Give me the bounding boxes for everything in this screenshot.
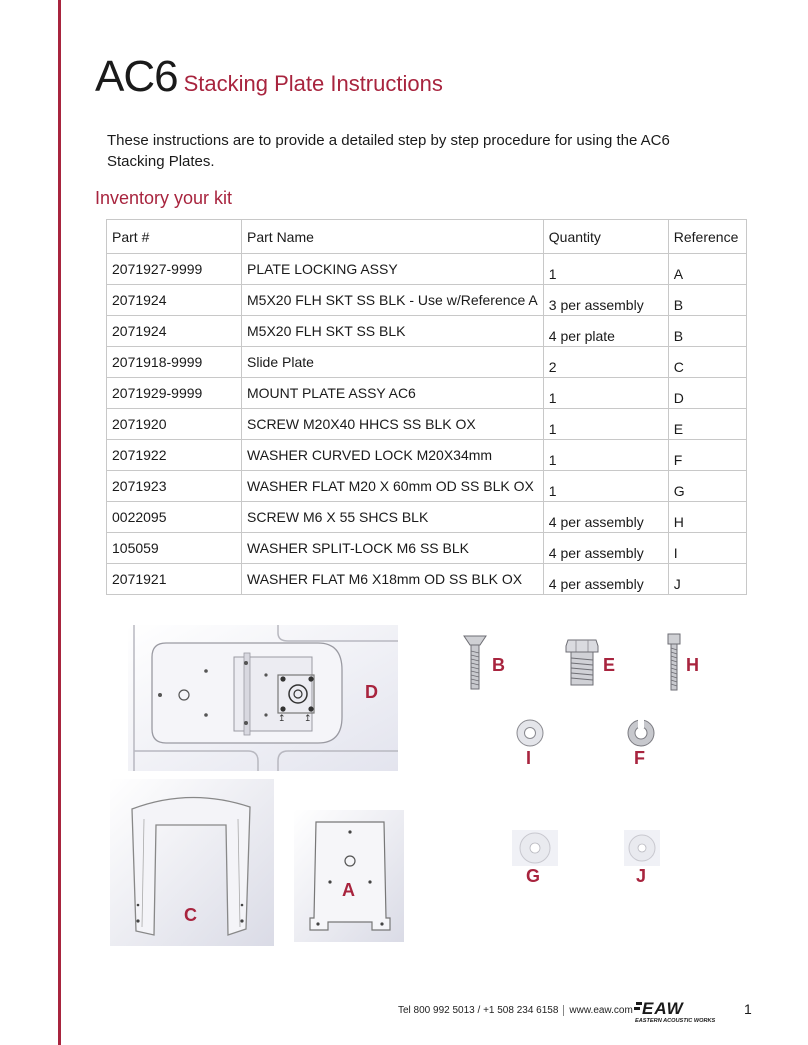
- cell-part-number: 2071922: [107, 440, 242, 471]
- cell-part-name: M5X20 FLH SKT SS BLK - Use w/Reference A: [242, 285, 544, 316]
- label-j: J: [636, 866, 647, 886]
- cell-part-name: MOUNT PLATE ASSY AC6: [242, 378, 544, 409]
- title-subtitle: Stacking Plate Instructions: [183, 71, 443, 96]
- cell-reference: I: [668, 533, 746, 564]
- locking-plate-image: [294, 810, 404, 942]
- cell-part-name: SCREW M6 X 55 SHCS BLK: [242, 502, 544, 533]
- page-title: [95, 52, 443, 102]
- cell-part-name: Slide Plate: [242, 347, 544, 378]
- cell-part-number: 2071924: [107, 285, 242, 316]
- table-row: [107, 564, 747, 595]
- page-number: 1: [744, 1001, 752, 1017]
- flat-head-screw-image: [462, 633, 492, 693]
- label-h: H: [686, 655, 699, 675]
- cell-quantity: 4 per plate: [543, 316, 668, 347]
- cell-quantity: 1: [543, 440, 668, 471]
- cell-reference: B: [668, 316, 746, 347]
- cell-reference: B: [668, 285, 746, 316]
- cell-reference: C: [668, 347, 746, 378]
- footer-contact: [398, 1005, 633, 1016]
- table-row: [107, 254, 747, 285]
- table-row: [107, 409, 747, 440]
- hex-bolt-image: [562, 636, 602, 688]
- label-i: I: [526, 748, 532, 768]
- table-row: [107, 440, 747, 471]
- label-e: E: [603, 655, 616, 675]
- cell-reference: A: [668, 254, 746, 285]
- curved-lock-washer-image: [624, 716, 658, 750]
- footer-phone: Tel 800 992 5013 / +1 508 234 6158: [398, 1005, 559, 1017]
- cell-part-name: WASHER FLAT M20 X 60mm OD SS BLK OX: [242, 471, 544, 502]
- label-c: C: [184, 905, 197, 925]
- cell-part-name: PLATE LOCKING ASSY: [242, 254, 544, 285]
- cell-part-number: 2071924: [107, 316, 242, 347]
- label-f: F: [634, 748, 645, 768]
- socket-cap-screw-image: [664, 632, 684, 692]
- margin-rule: [58, 0, 61, 1045]
- cell-reference: J: [668, 564, 746, 595]
- col-header-part-number: Part #: [107, 220, 242, 254]
- inventory-heading: Inventory your kit: [95, 188, 233, 208]
- label-d: D: [365, 682, 378, 702]
- table-header-row: [107, 220, 747, 254]
- cell-reference: E: [668, 409, 746, 440]
- cell-part-number: 2071921: [107, 564, 242, 595]
- svg-text:EASTERN ACOUSTIC WORKS: EASTERN ACOUSTIC WORKS: [635, 1018, 716, 1023]
- label-b: B: [492, 655, 505, 675]
- cell-part-number: 2071923: [107, 471, 242, 502]
- cell-part-name: WASHER FLAT M6 X18mm OD SS BLK OX: [242, 564, 544, 595]
- mount-plate-image: [128, 625, 398, 771]
- cell-part-number: 2071918-9999: [107, 347, 242, 378]
- cell-reference: H: [668, 502, 746, 533]
- col-header-quantity: Quantity: [543, 220, 668, 254]
- cell-quantity: 1: [543, 378, 668, 409]
- eaw-logo: [634, 999, 738, 1028]
- table-row: [107, 378, 747, 409]
- cell-reference: D: [668, 378, 746, 409]
- svg-text:↥: ↥: [304, 713, 312, 723]
- table-row: [107, 471, 747, 502]
- svg-text:EAW: EAW: [642, 999, 684, 1018]
- cell-quantity: 3 per assembly: [543, 285, 668, 316]
- footer-separator: [563, 1005, 564, 1016]
- cell-part-name: M5X20 FLH SKT SS BLK: [242, 316, 544, 347]
- cell-part-number: 2071920: [107, 409, 242, 440]
- table-row: [107, 502, 747, 533]
- cell-part-name: SCREW M20X40 HHCS SS BLK OX: [242, 409, 544, 440]
- cell-part-name: WASHER SPLIT-LOCK M6 SS BLK: [242, 533, 544, 564]
- cell-part-number: 105059: [107, 533, 242, 564]
- svg-text:↥: ↥: [278, 713, 286, 723]
- model-name: AC6: [95, 52, 178, 101]
- cell-quantity: 2: [543, 347, 668, 378]
- cell-reference: F: [668, 440, 746, 471]
- flat-washer-large-image: [512, 830, 558, 866]
- split-lock-washer-image: [513, 716, 547, 750]
- cell-part-number: 2071927-9999: [107, 254, 242, 285]
- col-header-part-name: Part Name: [242, 220, 544, 254]
- inventory-table: [106, 219, 747, 595]
- cell-quantity: 1: [543, 471, 668, 502]
- label-g: G: [526, 866, 541, 886]
- cell-quantity: 4 per assembly: [543, 564, 668, 595]
- cell-part-number: 2071929-9999: [107, 378, 242, 409]
- footer-website[interactable]: www.eaw.com: [569, 1005, 633, 1017]
- label-a: A: [342, 880, 355, 900]
- table-row: [107, 285, 747, 316]
- cell-quantity: 4 per assembly: [543, 533, 668, 564]
- table-row: [107, 347, 747, 378]
- cell-reference: G: [668, 471, 746, 502]
- cell-quantity: 1: [543, 409, 668, 440]
- intro-paragraph: These instructions are to provide a detailed step by step procedure for using the AC6 Stacking Plates.: [107, 132, 670, 170]
- flat-washer-small-image: [624, 830, 660, 866]
- cell-quantity: 4 per assembly: [543, 502, 668, 533]
- cell-part-name: WASHER CURVED LOCK M20X34mm: [242, 440, 544, 471]
- table-row: [107, 316, 747, 347]
- cell-quantity: 1: [543, 254, 668, 285]
- cell-part-number: 0022095: [107, 502, 242, 533]
- col-header-reference: Reference: [668, 220, 746, 254]
- table-row: [107, 533, 747, 564]
